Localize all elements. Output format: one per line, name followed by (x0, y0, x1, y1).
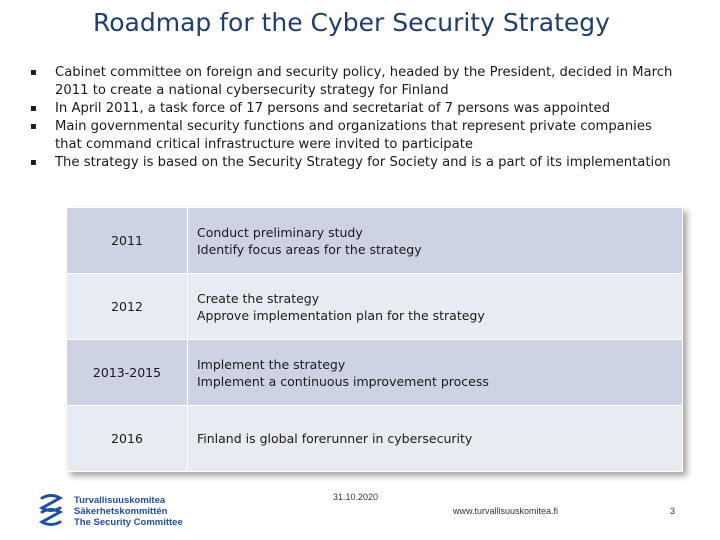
bullet-marker-icon: ▪ (30, 121, 37, 132)
bullet-item (30, 118, 680, 154)
roadmap-task-line: Finland is global forerunner in cybersecurity (197, 431, 473, 446)
bullet-text-line: that command critical infrastructure were invited to participate (55, 137, 474, 152)
roadmap-task-line: Conduct preliminary study (197, 224, 363, 240)
roadmap-task-line: Implement the strategy (197, 356, 346, 372)
bullet-text-line: Cabinet committee on foreign and security policy, headed by the President, decided in March (55, 65, 673, 80)
roadmap-row (67, 340, 683, 406)
bullet-item (30, 64, 680, 100)
roadmap-task (188, 208, 683, 274)
roadmap-task (188, 274, 683, 340)
security-committee-logo-icon (34, 492, 68, 528)
footer-url-link[interactable]: www.turvallisuuskomitea.fi (453, 506, 559, 516)
bullet-item (30, 154, 680, 172)
bullet-marker-icon: ▪ (30, 157, 37, 168)
logo-line: The Security Committee (74, 517, 183, 528)
bullet-marker-icon: ▪ (30, 67, 37, 78)
roadmap-task (188, 406, 683, 472)
roadmap-year: 2012 (67, 274, 188, 340)
roadmap-row (67, 406, 683, 472)
bullet-list (30, 64, 680, 172)
logo-wordmark (74, 495, 183, 528)
roadmap-task-line: Identify focus areas for the strategy (197, 241, 422, 257)
footer-date: 31.10.2020 (333, 492, 379, 502)
logo-line: Säkerhetskommittén (74, 506, 168, 517)
bullet-item (30, 100, 680, 118)
roadmap-year: 2011 (67, 208, 188, 274)
bullet-marker-icon: ▪ (30, 103, 37, 114)
roadmap-task-line: Create the strategy (197, 290, 320, 306)
roadmap-row (67, 208, 683, 274)
roadmap-task-line: Approve implementation plan for the strategy (197, 307, 485, 323)
roadmap-year: 2013-2015 (67, 340, 188, 406)
bullet-text-line: In April 2011, a task force of 17 persons and secretariat of 7 persons was appointed (55, 101, 610, 116)
bullet-text-line: Main governmental security functions and organizations that represent private companies (55, 119, 652, 134)
roadmap-row (67, 274, 683, 340)
logo-line: Turvallisuuskomitea (74, 495, 166, 506)
page-number: 3 (670, 506, 676, 516)
bullet-text-line: 2011 to create a national cybersecurity strategy for Finland (55, 83, 449, 98)
roadmap-task-line: Implement a continuous improvement process (197, 373, 489, 389)
roadmap-task (188, 340, 683, 406)
roadmap-year: 2016 (67, 406, 188, 472)
slide-title: Roadmap for the Cyber Security Strategy (93, 8, 610, 37)
bullet-text-line: The strategy is based on the Security Strategy for Society and is a part of its implementation (55, 155, 671, 170)
roadmap-table (66, 207, 683, 472)
